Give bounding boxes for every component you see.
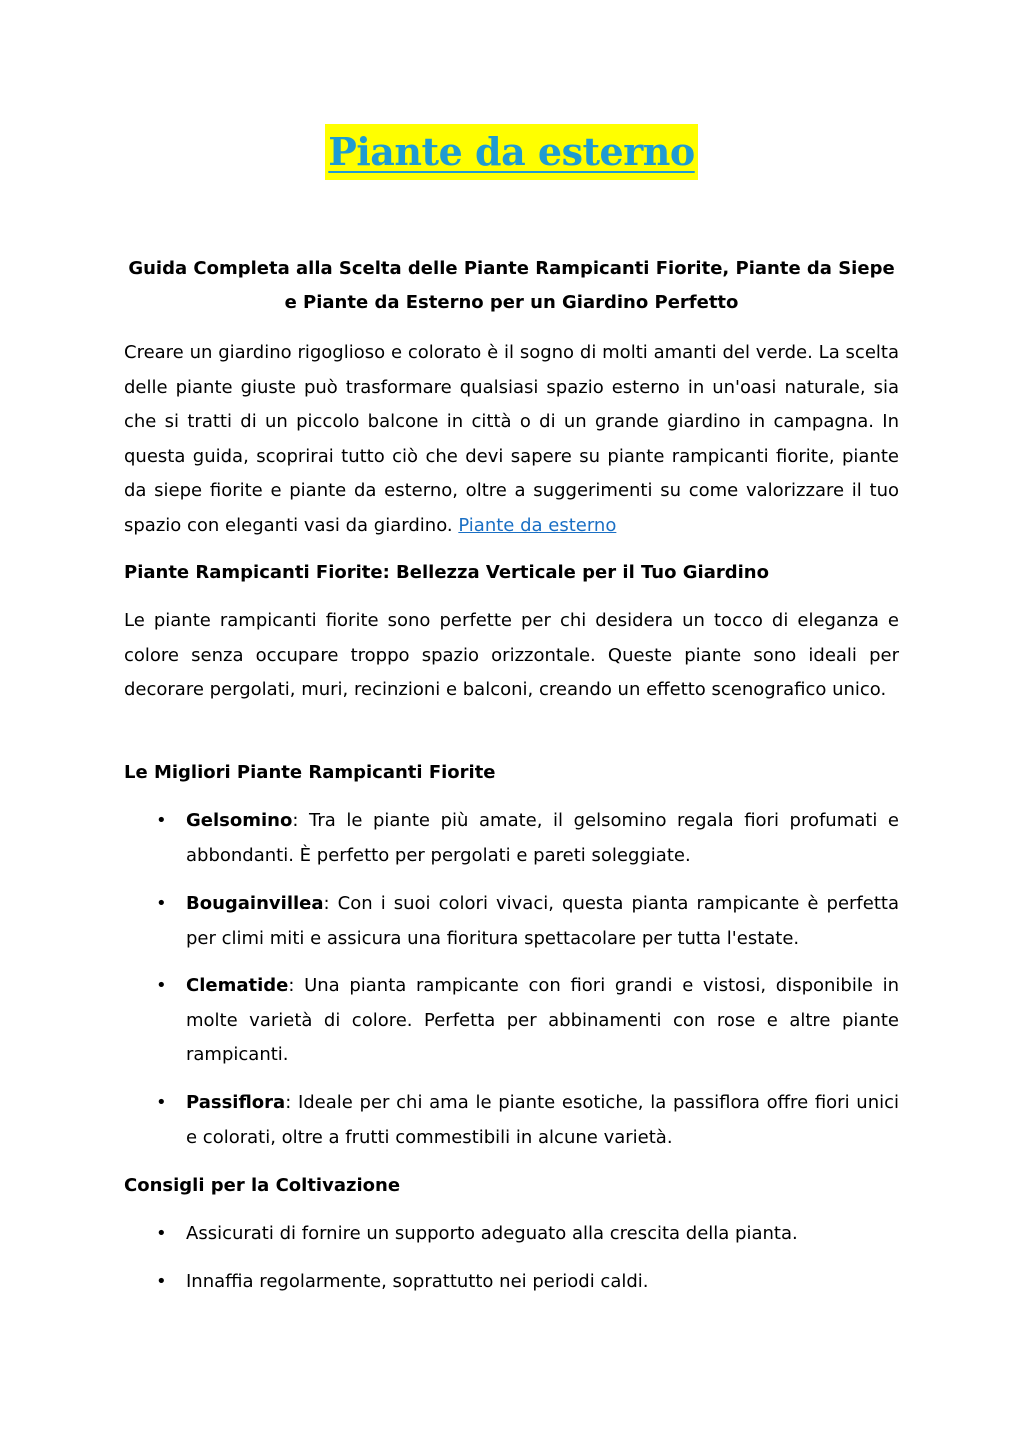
list-item [124,1217,899,1252]
bullet-icon: • [156,1223,167,1244]
list-item [124,887,899,956]
subtitle: Guida Completa alla Scelta delle Piante Rampicanti Fiorite, Piante da Siepe e Piante da Esterno per un Giardino Perfetto [128,258,895,313]
bullet-icon: • [156,1092,167,1113]
rampicanti-paragraph: Le piante rampicanti fiorite sono perfette per chi desidera un tocco di eleganza e colore senza occupare troppo spazio orizzontale. Queste piante sono ideali per decorare pergolati, muri, recinzioni e balconi, creando un effetto scenografico unico. [124,610,899,700]
piante-da-esterno-link[interactable]: Piante da esterno [458,514,617,536]
tip-text: Innaffia regolarmente, soprattutto nei periodi caldi. [186,1271,649,1292]
list-item [124,804,899,873]
intro-paragraph [124,336,899,543]
tip-text: Assicurati di fornire un supporto adeguato alla crescita della pianta. [186,1223,798,1244]
plant-name: Gelsomino [186,810,293,831]
section-heading-consigli: Consigli per la Coltivazione [124,1175,401,1196]
bullet-icon: • [156,1271,167,1292]
plant-name: Bougainvillea [186,893,324,914]
plant-description: : Ideale per chi ama le piante esotiche, la passiflora offre fiori unici e colorati, oltre a frutti commestibili in alcune varietà. [186,1092,899,1148]
plant-name: Passiflora [186,1092,286,1113]
plant-name: Clematide [186,975,289,996]
section-heading-rampicanti: Piante Rampicanti Fiorite: Bellezza Verticale per il Tuo Giardino [124,562,769,583]
intro-text: Creare un giardino rigoglioso e colorato è il sogno di molti amanti del verde. La scelta delle piante giuste può trasformare qualsiasi spazio esterno in un'oasi naturale, sia che si tratti di un piccolo balcone in città o di un grande giardino in campagna. In questa guida, scoprirai tutto ciò che devi sapere su piante rampicanti fiorite, piante da siepe fiorite e piante da esterno, oltre a suggerimenti su come valorizzare il tuo spazio con eleganti vasi da giardino. [124,342,899,536]
bullet-icon: • [156,810,167,831]
bullet-icon: • [156,975,167,996]
list-item [124,969,899,1073]
plant-description: : Una pianta rampicante con fiori grandi e vistosi, disponibile in molte varietà di colore. Perfetta per abbinamenti con rose e altre piante rampicanti. [186,975,899,1065]
plant-description: : Con i suoi colori vivaci, questa pianta rampicante è perfetta per climi miti e assicura una fioritura spettacolare per tutta l'estate. [186,893,899,949]
list-item [124,1265,899,1300]
section-heading-migliori: Le Migliori Piante Rampicanti Fiorite [124,762,496,783]
bullet-icon: • [156,893,167,914]
plant-description: : Tra le piante più amate, il gelsomino regala fiori profumati e abbondanti. È perfetto per pergolati e pareti soleggiate. [186,810,899,866]
list-item [124,1086,899,1155]
title-container [0,124,1023,180]
page-title[interactable]: Piante da esterno [325,124,697,180]
